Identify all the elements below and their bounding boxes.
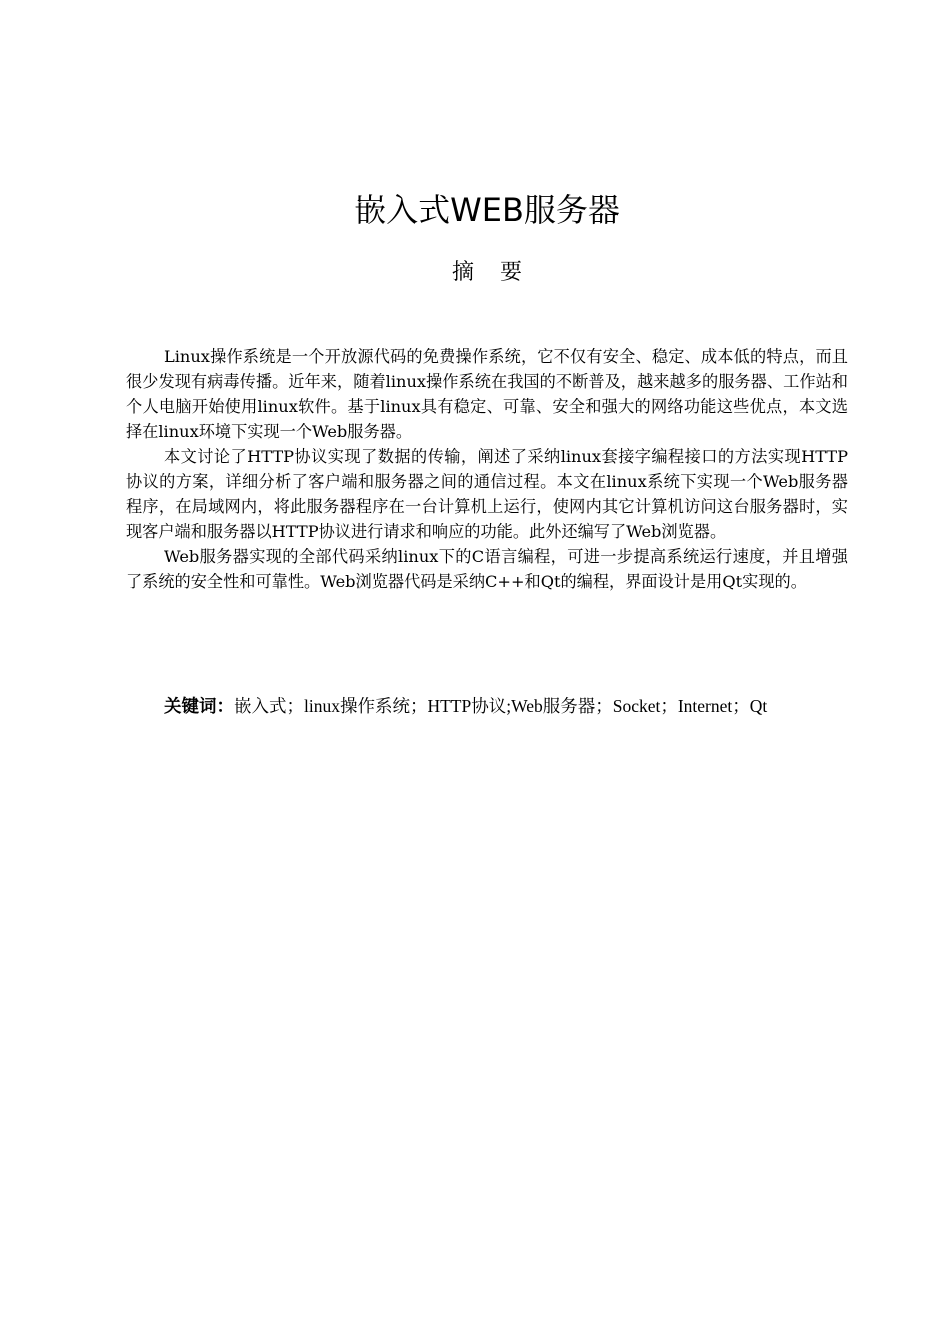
keywords-label: 关键词： (164, 696, 234, 716)
keywords-line (126, 694, 886, 719)
document-title: 嵌入式WEB服务器 (354, 191, 620, 229)
abstract-body (126, 344, 848, 594)
abstract-paragraph: 本文讨论了HTTP协议实现了数据的传输，阐述了采纳linux套接字编程接口的方法实现HTTP协议的方案，详细分析了客户端和服务器之间的通信过程。本文在linux系统下实现一个Web服务器程序，在局域网内，将此服务器程序在一台计算机上运行，使网内其它计算机访问这台服务器时，实现客户端和服务器以HTTP协议进行请求和响应的功能。此外还编写了Web浏览器。 (126, 447, 848, 541)
abstract-paragraph: Linux操作系统是一个开放源代码的免费操作系统，它不仅有安全、稳定、成本低的特点，而且很少发现有病毒传播。近年来，随着linux操作系统在我国的不断普及，越来越多的服务器、工作站和个人电脑开始使用linux软件。基于linux具有稳定、可靠、安全和强大的网络功能这些优点，本文选择在linux环境下实现一个Web服务器。 (126, 347, 848, 441)
abstract-paragraph: Web服务器实现的全部代码采纳linux下的C语言编程，可进一步提高系统运行速度，并且增强了系统的安全性和可靠性。Web浏览器代码是采纳C++和Qt的编程，界面设计是用Qt实现的。 (126, 547, 848, 591)
keywords-list: 嵌入式；linux操作系统；HTTP协议;Web服务器；Socket；Internet；Qt (234, 696, 768, 716)
abstract-heading: 摘要 (451, 260, 548, 285)
